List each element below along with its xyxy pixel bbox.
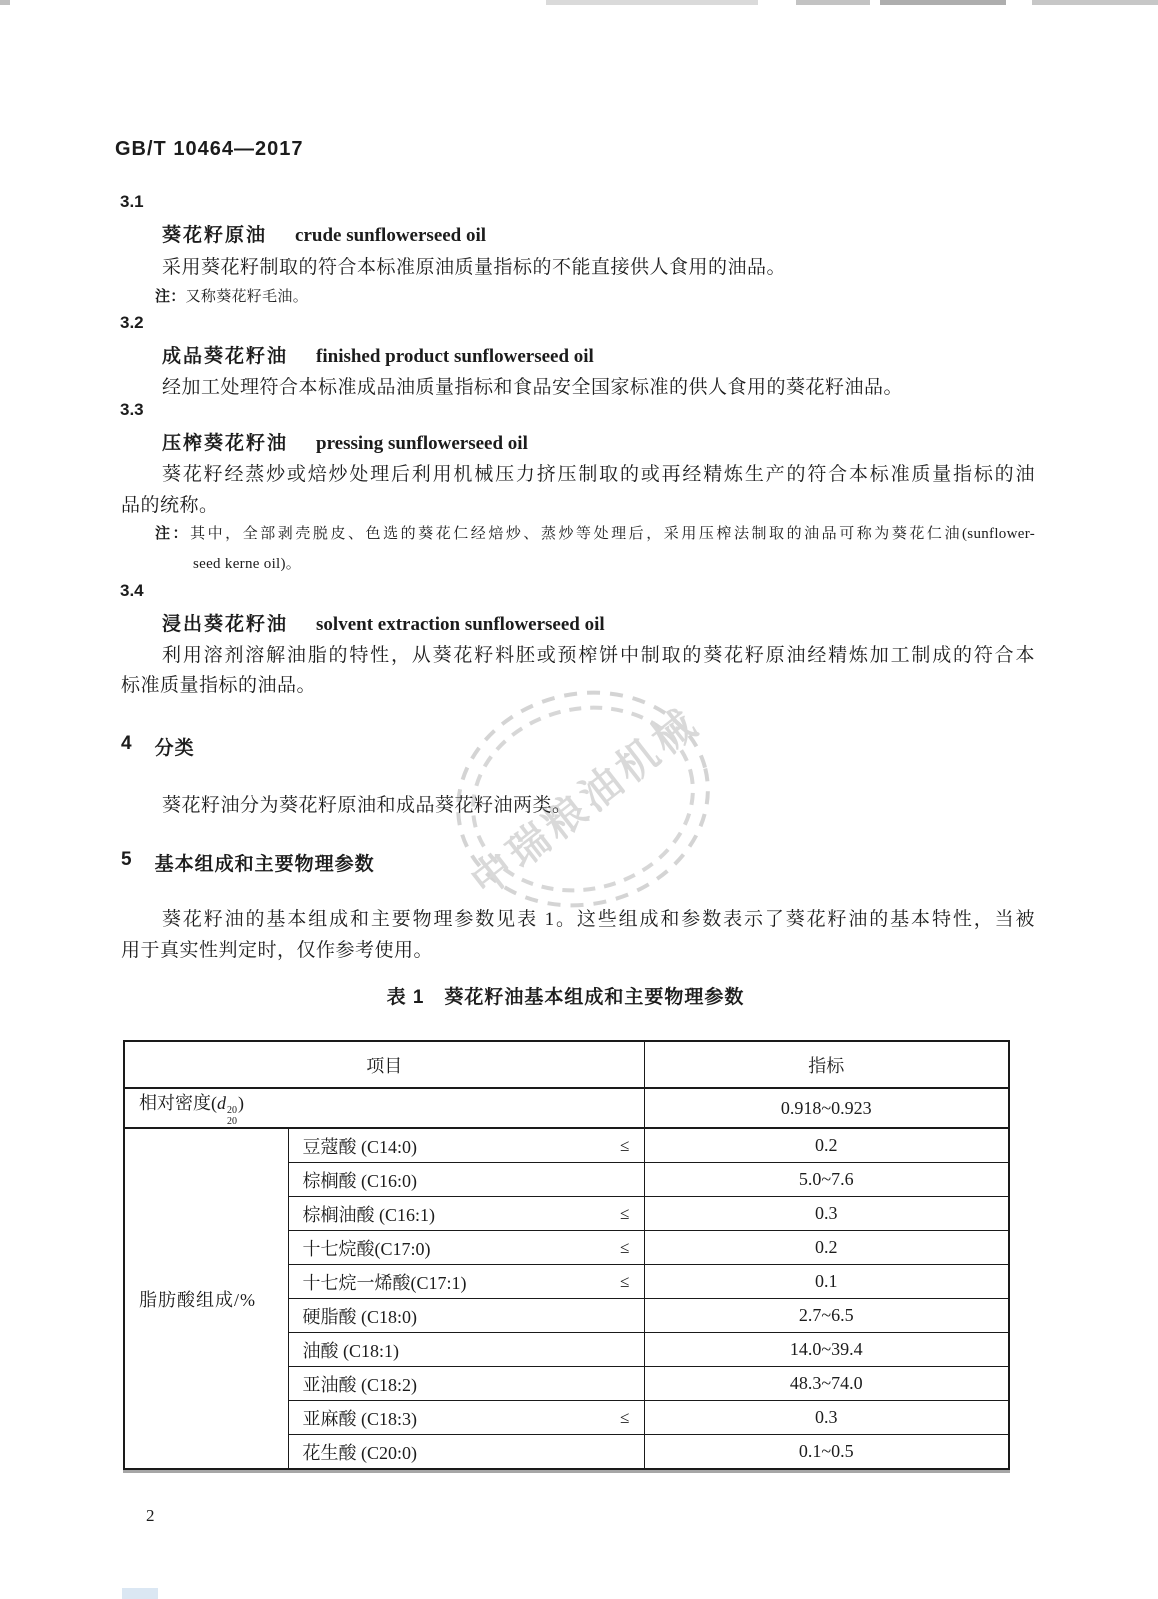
acid-operator: ≤	[620, 1407, 630, 1427]
acid-value: 14.0~39.4	[644, 1333, 1009, 1367]
term-cn: 浸出葵花籽油	[162, 614, 289, 635]
section-5-body-line2: 用于真实性判定时，仅作参考使用。	[121, 940, 434, 961]
density-label	[124, 1088, 644, 1128]
density-sup: 20	[227, 1105, 237, 1116]
density-value: 0.918~0.923	[644, 1088, 1009, 1128]
clause-number-3-4: 3.4	[120, 581, 144, 600]
clause-number-3-3: 3.3	[120, 400, 144, 419]
density-label-prefix: 相对密度(	[139, 1093, 217, 1113]
acid-name: 花生酸 (C20:0)	[302, 1442, 417, 1463]
term-en: solvent extraction sunflowerseed oil	[316, 614, 605, 635]
clause-number-3-1: 3.1	[120, 192, 144, 211]
acid-value: 0.3	[644, 1197, 1009, 1231]
acid-name: 十七烷一烯酸(C17:1)	[302, 1272, 467, 1293]
definition-3-1: 采用葵花籽制取的符合本标准原油质量指标的不能直接供人食用的油品。	[162, 257, 787, 278]
section-title: 基本组成和主要物理参数	[154, 854, 375, 875]
acid-name: 十七烷酸(C17:0)	[302, 1238, 431, 1259]
term-cn: 压榨葵花籽油	[162, 433, 289, 454]
acid-name-cell	[288, 1435, 644, 1470]
acid-value: 0.2	[644, 1128, 1009, 1163]
term-en: pressing sunflowerseed oil	[316, 433, 528, 454]
scan-artifact	[796, 0, 870, 5]
acid-value: 48.3~74.0	[644, 1367, 1009, 1401]
acid-name: 棕榈油酸 (C16:1)	[302, 1204, 435, 1225]
note-text: 又称葵花籽毛油。	[185, 289, 309, 305]
acid-name-cell	[288, 1333, 644, 1367]
clause-number-3-2: 3.2	[120, 313, 144, 332]
acid-name-cell	[288, 1265, 644, 1299]
acid-name-cell	[288, 1231, 644, 1265]
table-header-row	[124, 1041, 1009, 1088]
section-number: 5	[121, 849, 133, 870]
acid-name-cell	[288, 1197, 644, 1231]
acid-operator: ≤	[620, 1203, 630, 1223]
note-label: 注：	[155, 525, 191, 542]
watermark-text: 中瑞粮油机械	[462, 698, 709, 905]
term-3-2	[162, 341, 594, 368]
acid-operator: ≤	[620, 1135, 630, 1155]
definition-3-4-line1: 利用溶剂溶解油脂的特性，从葵花籽料胚或预榨饼中制取的葵花籽原油经精炼加工制成的符合本	[162, 645, 1035, 666]
acid-value: 0.3	[644, 1401, 1009, 1435]
acid-name-cell	[288, 1401, 644, 1435]
term-cn: 成品葵花籽油	[162, 346, 289, 367]
acid-name-cell	[288, 1367, 644, 1401]
acid-operator: ≤	[620, 1237, 630, 1257]
page-number: 2	[146, 1506, 155, 1525]
density-sub: 20	[227, 1115, 237, 1127]
scan-artifact	[546, 0, 758, 5]
note-text: 其中，全部剥壳脱皮、色选的葵花仁经焙炒、蒸炒等处理后，采用压榨法制取的油品可称为葵花仁油(sunflower-	[190, 526, 1035, 542]
note-3-3-line2: seed kerne oil)。	[193, 556, 302, 572]
table-caption: 表 1 葵花籽油基本组成和主要物理参数	[386, 987, 745, 1008]
acid-value: 0.1~0.5	[644, 1435, 1009, 1470]
acid-value: 0.1	[644, 1265, 1009, 1299]
definition-3-2: 经加工处理符合本标准成品油质量指标和食品安全国家标准的供人食用的葵花籽油品。	[162, 377, 904, 398]
section-5-body-line1: 葵花籽油的基本组成和主要物理参数见表 1。这些组成和参数表示了葵花籽油的基本特性，当被	[162, 909, 1035, 930]
acid-name-cell	[288, 1128, 644, 1163]
term-en: finished product sunflowerseed oil	[316, 346, 594, 367]
density-symbol: d	[217, 1093, 226, 1113]
scan-artifact-blue	[122, 1588, 158, 1599]
note-label: 注：	[155, 288, 186, 305]
acid-name-cell	[288, 1299, 644, 1333]
group-label: 脂肪酸组成/%	[124, 1128, 288, 1469]
scan-artifact	[1032, 0, 1158, 5]
acid-value: 0.2	[644, 1231, 1009, 1265]
term-cn: 葵花籽原油	[162, 225, 268, 246]
table-row	[124, 1128, 1009, 1163]
note-3-1	[155, 285, 308, 306]
section-title: 分类	[154, 738, 195, 759]
section-4-heading	[121, 733, 195, 760]
acid-value: 5.0~7.6	[644, 1163, 1009, 1197]
term-en: crude sunflowerseed oil	[295, 225, 487, 246]
acid-name: 硬脂酸 (C18:0)	[302, 1306, 417, 1327]
definition-3-4-line2: 标准质量指标的油品。	[121, 675, 317, 696]
acid-value: 2.7~6.5	[644, 1299, 1009, 1333]
acid-name: 油酸 (C18:1)	[302, 1340, 399, 1361]
table-row-density	[124, 1088, 1009, 1128]
density-sup-sub	[227, 1106, 237, 1127]
column-header-item: 项目	[124, 1041, 644, 1088]
scan-artifact	[0, 0, 10, 5]
acid-name-cell	[288, 1163, 644, 1197]
term-3-3	[162, 428, 528, 455]
column-header-value: 指标	[644, 1041, 1009, 1088]
acid-name: 棕榈酸 (C16:0)	[302, 1170, 417, 1191]
acid-operator: ≤	[620, 1271, 630, 1291]
acid-name: 亚麻酸 (C18:3)	[302, 1408, 417, 1429]
section-5-heading	[121, 849, 375, 876]
density-label-suffix: )	[238, 1093, 244, 1113]
acid-name: 豆蔻酸 (C14:0)	[302, 1136, 417, 1157]
section-4-body: 葵花籽油分为葵花籽原油和成品葵花籽油两类。	[162, 795, 572, 816]
acid-name: 亚油酸 (C18:2)	[302, 1374, 417, 1395]
section-number: 4	[121, 733, 133, 754]
table-1	[123, 1040, 1010, 1470]
term-3-4	[162, 609, 605, 636]
definition-3-3-line1: 葵花籽经蒸炒或焙炒处理后利用机械压力挤压制取的或再经精炼生产的符合本标准质量指标的油	[162, 464, 1035, 485]
note-3-3-line1	[155, 522, 1035, 543]
definition-3-3-line2: 品的统称。	[121, 495, 219, 516]
scan-artifact	[880, 0, 1006, 5]
doc-number: GB/T 10464—2017	[115, 138, 304, 160]
term-3-1	[162, 220, 486, 247]
